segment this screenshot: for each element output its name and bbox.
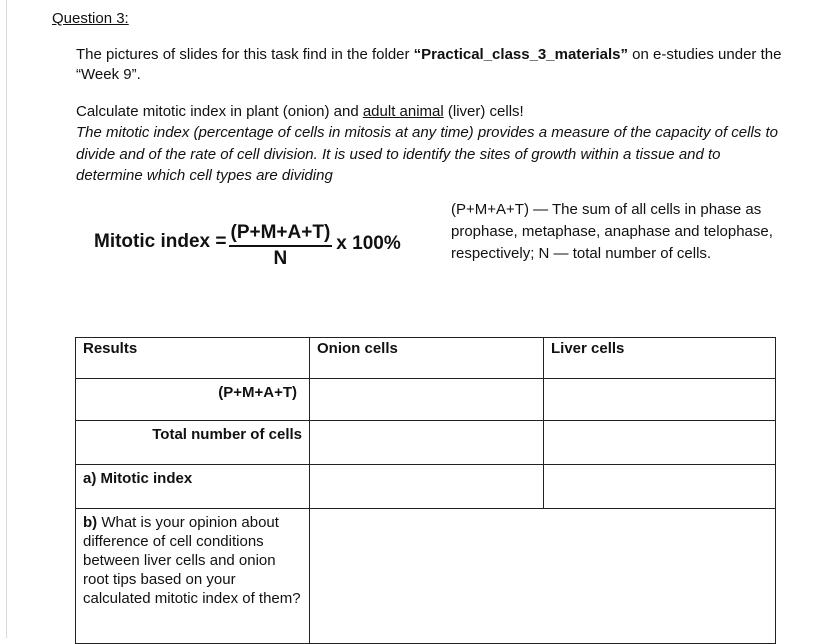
formula-lhs: Mitotic index = (94, 231, 227, 252)
opinion-question: What is your opinion about difference of cell conditions between liver cells and onion root tips based on your calculated mitotic index of them? (83, 514, 301, 607)
row-label-opinion (76, 509, 310, 644)
table-row-opinion (76, 509, 776, 644)
opinion-answer-cell[interactable] (310, 509, 776, 644)
intro-suffix: on e-studies under the “Week 9”. (76, 46, 782, 83)
page-edge (6, 0, 7, 638)
liver-mitotic-index-cell[interactable] (544, 465, 776, 509)
question-title: Question 3: (52, 10, 129, 27)
intro-paragraph (76, 45, 786, 85)
results-table (75, 337, 776, 644)
header-liver-cells: Liver cells (544, 338, 776, 379)
table-row-mitotic-index (76, 465, 776, 509)
row-label-total: Total number of cells (76, 421, 310, 465)
formula-denominator: N (273, 248, 288, 269)
row-label-mitotic-index: a) Mitotic index (76, 465, 310, 509)
onion-sum-cell[interactable] (310, 379, 544, 421)
mitotic-index-description: The mitotic index (percentage of cells in mitosis at any time) provides a measure of the capacity of cells to divide and of the rate of cell division. It is used to identify the sites of growth within a tissue and to determine which cell types are dividing (76, 124, 778, 184)
formula-numerator: (P+M+A+T) (229, 221, 333, 247)
task-paragraph (76, 102, 786, 187)
row-label-sum: (P+M+A+T) (76, 379, 310, 421)
formula-legend: (P+M+A+T) — The sum of all cells in phase as prophase, metaphase, anaphase and telophase, respectively; N — total number of cells. (451, 201, 773, 262)
liver-total-cell[interactable] (544, 421, 776, 465)
table-row-sum (76, 379, 776, 421)
folder-name: “Practical_class_3_materials” (413, 46, 628, 63)
task-text-1: Calculate mitotic index in plant (onion) and (76, 103, 363, 120)
task-text-2: (liver) cells! (443, 103, 524, 120)
table-row-total (76, 421, 776, 465)
formula-fraction (229, 221, 333, 271)
formula-multiplier: x 100% (336, 233, 401, 254)
opinion-label: b) (83, 514, 98, 531)
header-onion-cells: Onion cells (310, 338, 544, 379)
liver-sum-cell[interactable] (544, 379, 776, 421)
mitotic-index-formula (94, 221, 401, 271)
onion-total-cell[interactable] (310, 421, 544, 465)
onion-mitotic-index-cell[interactable] (310, 465, 544, 509)
adult-animal-underlined: adult animal (362, 103, 444, 120)
header-results: Results (76, 338, 310, 379)
table-header-row (76, 338, 776, 379)
intro-prefix: The pictures of slides for this task find in the folder (76, 46, 414, 63)
